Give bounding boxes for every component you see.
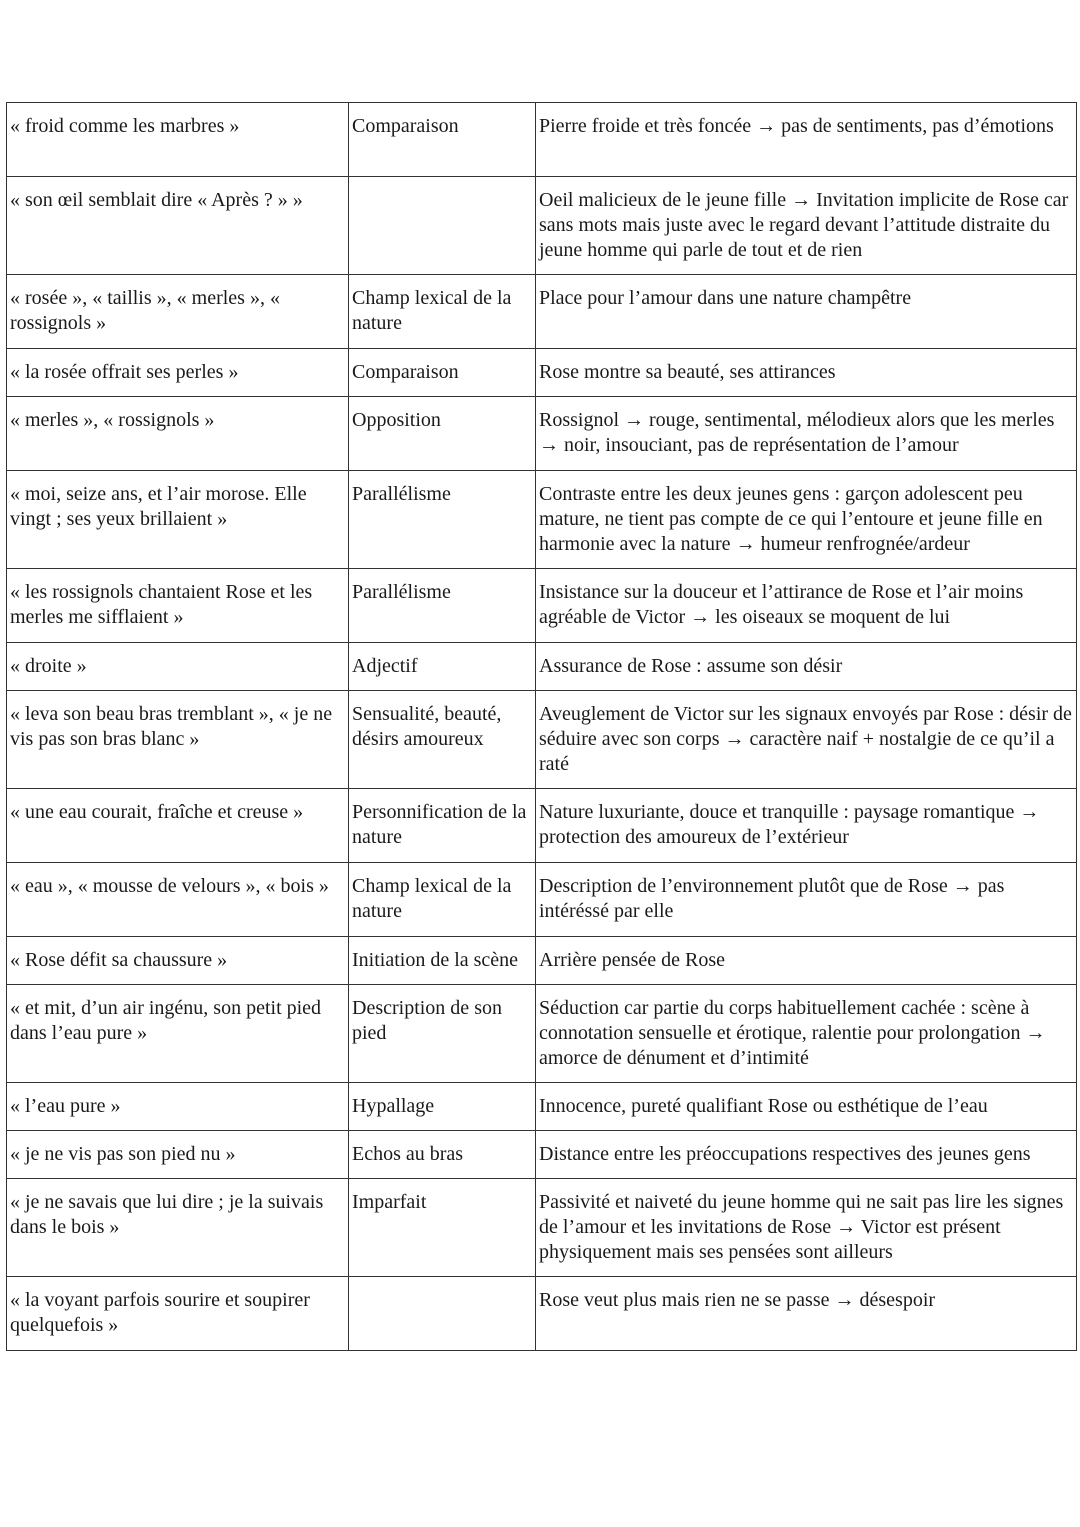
interpretation-cell: Nature luxuriante, douce et tranquille : paysage romantique → protection des amoureux de l’extérieur xyxy=(536,789,1077,863)
procede-cell: Champ lexical de la nature xyxy=(349,863,536,937)
table-row xyxy=(7,1131,1077,1179)
table-row xyxy=(7,275,1077,349)
interpretation-cell: Pierre froide et très foncée → pas de sentiments, pas d’émotions xyxy=(536,103,1077,177)
table-row xyxy=(7,349,1077,397)
procede-cell xyxy=(349,1277,536,1351)
table-row xyxy=(7,569,1077,643)
citation-cell: « froid comme les marbres » xyxy=(7,103,349,177)
citation-cell: « droite » xyxy=(7,643,349,691)
interpretation-cell: Place pour l’amour dans une nature champêtre xyxy=(536,275,1077,349)
interpretation-cell: Rossignol → rouge, sentimental, mélodieux alors que les merles → noir, insouciant, pas de représentation de l’amour xyxy=(536,397,1077,471)
citation-cell: « rosée », « taillis », « merles », « rossignols » xyxy=(7,275,349,349)
procede-cell: Description de son pied xyxy=(349,985,536,1083)
procede-cell: Sensualité, beauté, désirs amoureux xyxy=(349,691,536,789)
procede-cell: Opposition xyxy=(349,397,536,471)
procede-cell: Imparfait xyxy=(349,1179,536,1277)
procede-cell: Hypallage xyxy=(349,1083,536,1131)
citation-cell: « moi, seize ans, et l’air morose. Elle vingt ; ses yeux brillaient » xyxy=(7,471,349,569)
table-row xyxy=(7,691,1077,789)
citation-cell: « leva son beau bras tremblant », « je ne vis pas son bras blanc » xyxy=(7,691,349,789)
procede-cell: Adjectif xyxy=(349,643,536,691)
table-row xyxy=(7,471,1077,569)
citation-cell: « et mit, d’un air ingénu, son petit pied dans l’eau pure » xyxy=(7,985,349,1083)
interpretation-cell: Insistance sur la douceur et l’attirance de Rose et l’air moins agréable de Victor → les oiseaux se moquent de lui xyxy=(536,569,1077,643)
interpretation-cell: Assurance de Rose : assume son désir xyxy=(536,643,1077,691)
interpretation-cell: Passivité et naiveté du jeune homme qui ne sait pas lire les signes de l’amour et les invitations de Rose → Victor est présent physiquement mais ses pensées sont ailleurs xyxy=(536,1179,1077,1277)
procede-cell: Echos au bras xyxy=(349,1131,536,1179)
procede-cell: Personnification de la nature xyxy=(349,789,536,863)
citation-cell: « merles », « rossignols » xyxy=(7,397,349,471)
table-row xyxy=(7,937,1077,985)
citation-cell: « la voyant parfois sourire et soupirer quelquefois » xyxy=(7,1277,349,1351)
interpretation-cell: Description de l’environnement plutôt que de Rose → pas intéréssé par elle xyxy=(536,863,1077,937)
procede-cell: Initiation de la scène xyxy=(349,937,536,985)
table-row xyxy=(7,1083,1077,1131)
procede-cell: Parallélisme xyxy=(349,569,536,643)
procede-cell: Champ lexical de la nature xyxy=(349,275,536,349)
table-row xyxy=(7,397,1077,471)
table-row xyxy=(7,863,1077,937)
interpretation-cell: Rose veut plus mais rien ne se passe → désespoir xyxy=(536,1277,1077,1351)
procede-cell: Comparaison xyxy=(349,349,536,397)
citation-cell: « je ne savais que lui dire ; je la suivais dans le bois » xyxy=(7,1179,349,1277)
interpretation-cell: Aveuglement de Victor sur les signaux envoyés par Rose : désir de séduire avec son corps → caractère naif + nostalgie de ce qu’il a raté xyxy=(536,691,1077,789)
table-row xyxy=(7,103,1077,177)
table-row xyxy=(7,1179,1077,1277)
interpretation-cell: Rose montre sa beauté, ses attirances xyxy=(536,349,1077,397)
table-body xyxy=(7,103,1077,1351)
table-row xyxy=(7,985,1077,1083)
interpretation-cell: Séduction car partie du corps habituellement cachée : scène à connotation sensuelle et érotique, ralentie pour prolongation → amorce de dénument et d’intimité xyxy=(536,985,1077,1083)
document-page xyxy=(6,102,1076,1351)
table-row xyxy=(7,789,1077,863)
interpretation-cell: Arrière pensée de Rose xyxy=(536,937,1077,985)
interpretation-cell: Innocence, pureté qualifiant Rose ou esthétique de l’eau xyxy=(536,1083,1077,1131)
citation-cell: « son œil semblait dire « Après ? » » xyxy=(7,177,349,275)
analysis-table xyxy=(6,102,1077,1351)
citation-cell: « les rossignols chantaient Rose et les merles me sifflaient » xyxy=(7,569,349,643)
citation-cell: « la rosée offrait ses perles » xyxy=(7,349,349,397)
interpretation-cell: Distance entre les préoccupations respectives des jeunes gens xyxy=(536,1131,1077,1179)
citation-cell: « l’eau pure » xyxy=(7,1083,349,1131)
table-row xyxy=(7,643,1077,691)
procede-cell: Parallélisme xyxy=(349,471,536,569)
interpretation-cell: Oeil malicieux de le jeune fille → Invitation implicite de Rose car sans mots mais juste avec le regard devant l’attitude distraite du jeune homme qui parle de tout et de rien xyxy=(536,177,1077,275)
citation-cell: « Rose défit sa chaussure » xyxy=(7,937,349,985)
table-row xyxy=(7,1277,1077,1351)
procede-cell xyxy=(349,177,536,275)
interpretation-cell: Contraste entre les deux jeunes gens : garçon adolescent peu mature, ne tient pas compte de ce qui l’entoure et jeune fille en harmonie avec la nature → humeur renfrognée/ardeur xyxy=(536,471,1077,569)
citation-cell: « une eau courait, fraîche et creuse » xyxy=(7,789,349,863)
citation-cell: « je ne vis pas son pied nu » xyxy=(7,1131,349,1179)
citation-cell: « eau », « mousse de velours », « bois » xyxy=(7,863,349,937)
table-row xyxy=(7,177,1077,275)
procede-cell: Comparaison xyxy=(349,103,536,177)
